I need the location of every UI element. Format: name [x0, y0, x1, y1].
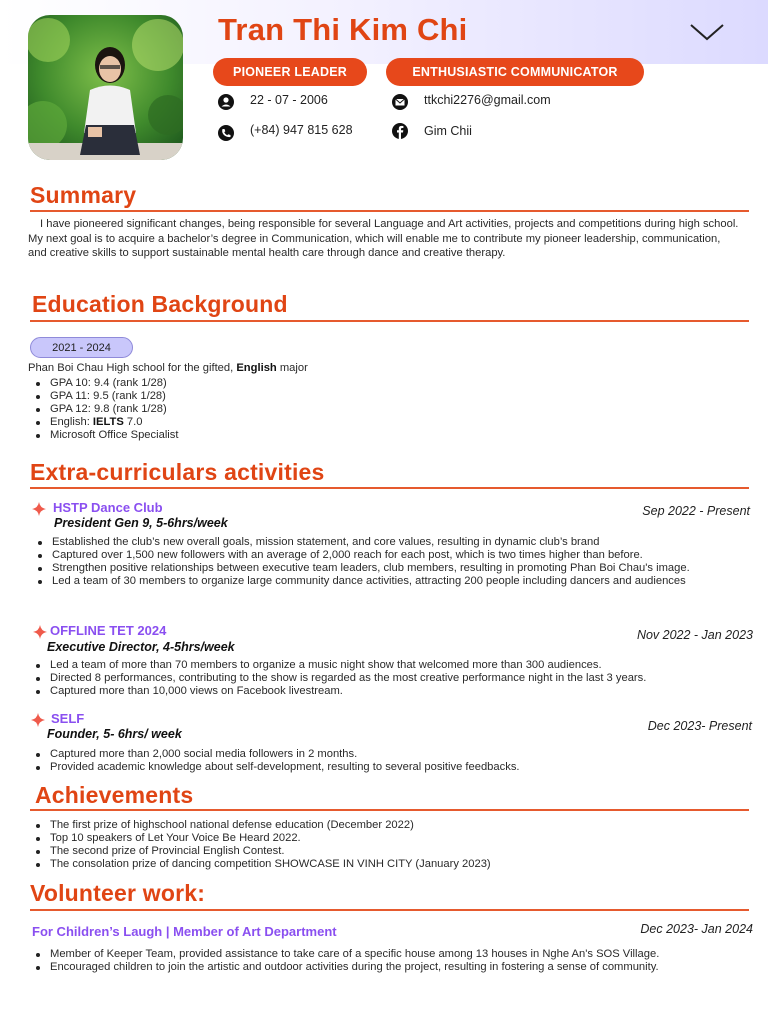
activity-role-offline-tet: Executive Director, 4-5hrs/week: [47, 640, 235, 654]
major-suffix: major: [276, 362, 308, 374]
list-item: [28, 416, 728, 429]
activity-title-hstp: HSTP Dance Club: [53, 500, 163, 515]
volunteer-heading: Volunteer work:: [30, 880, 206, 906]
list-item: Directed 8 performances, contributing to the show is regarded as the most creative performance night in the last 3 years.: [28, 672, 758, 685]
activity-title-self: SELF: [51, 711, 85, 726]
list-item: Established the club’s new overall goals, mission statement, and core values, resulting in dynamic club’s brand: [30, 536, 750, 549]
activities-heading: Extra-curriculars activities: [30, 459, 325, 485]
achievements-heading: Achievements: [35, 782, 194, 808]
list-item: Strengthen positive relationships between executive team leaders, club members, resulting in promoting Phan Boi Chau's image.: [30, 562, 750, 575]
list-item: GPA 12: 9.8 (rank 1/28): [28, 403, 728, 416]
summary-text: I have pioneered significant changes, being responsible for several Language and Art activities, projects and competitions during high school. My next goal is to acquire a bachelor’s degree in Communication, which will enable me to contribute my pioneer leadership, communication, and creative skills to support sustainable mental health care through dance and creative therapy.: [28, 218, 739, 259]
sparkle-icon: [32, 502, 46, 516]
education-school: [28, 361, 728, 376]
list-item: Provided academic knowledge about self-development, resulting to several positive feedbacks.: [28, 761, 748, 774]
mail-icon: [391, 93, 409, 111]
achievements-divider: [30, 809, 749, 811]
activity-list-hstp: [30, 536, 750, 588]
activity-title-offline-tet: OFFLINE TET 2024: [50, 623, 167, 638]
list-item: Microsoft Office Specialist: [28, 429, 728, 442]
list-item: Member of Keeper Team, provided assistance to take care of a specific house among 13 houses in Nghe An's SOS Village.: [28, 948, 758, 961]
volunteer-list: [28, 948, 758, 974]
list-item: Led a team of more than 70 members to organize a music night show that welcomed more than 300 audiences.: [28, 659, 758, 672]
list-item: Captured over 1,500 new followers with an average of 2,000 reach for each post, which is two times higher than before.: [30, 549, 750, 562]
chevron-down-icon[interactable]: [688, 20, 726, 44]
phone-icon: [217, 124, 235, 142]
education-period-pill: 2021 - 2024: [30, 337, 133, 358]
list-item: Captured more than 10,000 views on Facebook livestream.: [28, 685, 758, 698]
activity-list-offline-tet: [28, 659, 758, 698]
list-item: The consolation prize of dancing competition SHOWCASE IN VINH CITY (January 2023): [28, 858, 748, 871]
volunteer-date: Dec 2023- Jan 2024: [640, 922, 753, 936]
ielts-score: 7.0: [123, 416, 143, 428]
achievements-list: [28, 819, 748, 871]
activities-divider: [30, 487, 749, 489]
facebook-link[interactable]: Gim Chii: [424, 124, 472, 138]
list-item: The first prize of highschool national defense education (December 2022): [28, 819, 748, 832]
activity-date-hstp: Sep 2022 - Present: [642, 504, 750, 518]
email-link[interactable]: ttkchi2276@gmail.com: [424, 93, 551, 107]
activity-role-hstp: President Gen 9, 5-6hrs/week: [54, 516, 228, 530]
activity-list-self: [28, 748, 748, 774]
profile-photo: [28, 15, 183, 160]
list-item: GPA 10: 9.4 (rank 1/28): [28, 377, 728, 390]
birthday-text: 22 - 07 - 2006: [250, 93, 328, 107]
summary-divider: [30, 210, 749, 212]
list-item: Encouraged children to join the artistic and outdoor activities during the project, resulting in fostering a sense of community.: [28, 961, 758, 974]
major-name: English: [236, 362, 277, 374]
education-divider: [30, 320, 749, 322]
english-label: English:: [50, 416, 93, 428]
school-name: Phan Boi Chau High school for the gifted,: [28, 362, 237, 374]
list-item: Captured more than 2,000 social media followers in 2 months.: [28, 748, 748, 761]
volunteer-org: For Children’s Laugh | Member of Art Department: [32, 924, 337, 939]
list-item: Led a team of 30 members to organize large community dance activities, attracting 200 people including dancers and audiences: [30, 575, 750, 588]
education-list: [28, 377, 728, 442]
volunteer-divider: [30, 909, 749, 911]
phone-text: (+84) 947 815 628: [250, 123, 353, 137]
activity-role-self: Founder, 5- 6hrs/ week: [47, 727, 182, 741]
education-heading: Education Background: [32, 291, 288, 317]
candidate-name: Tran Thi Kim Chi: [218, 12, 468, 47]
list-item: Top 10 speakers of Let Your Voice Be Heard 2022.: [28, 832, 748, 845]
summary-heading: Summary: [30, 182, 137, 208]
badge-pioneer-leader: PIONEER LEADER: [213, 58, 367, 86]
facebook-icon: [391, 122, 409, 140]
person-icon: [217, 93, 235, 111]
list-item: GPA 11: 9.5 (rank 1/28): [28, 390, 728, 403]
activity-date-self: Dec 2023- Present: [647, 719, 752, 733]
ielts-label: IELTS: [92, 416, 124, 428]
sparkle-icon: [33, 625, 47, 639]
list-item: The second prize of Provincial English Contest.: [28, 845, 748, 858]
activity-date-offline-tet: Nov 2022 - Jan 2023: [636, 628, 753, 642]
badge-enthusiastic-communicator: ENTHUSIASTIC COMMUNICATOR: [386, 58, 644, 86]
sparkle-icon: [31, 713, 45, 727]
